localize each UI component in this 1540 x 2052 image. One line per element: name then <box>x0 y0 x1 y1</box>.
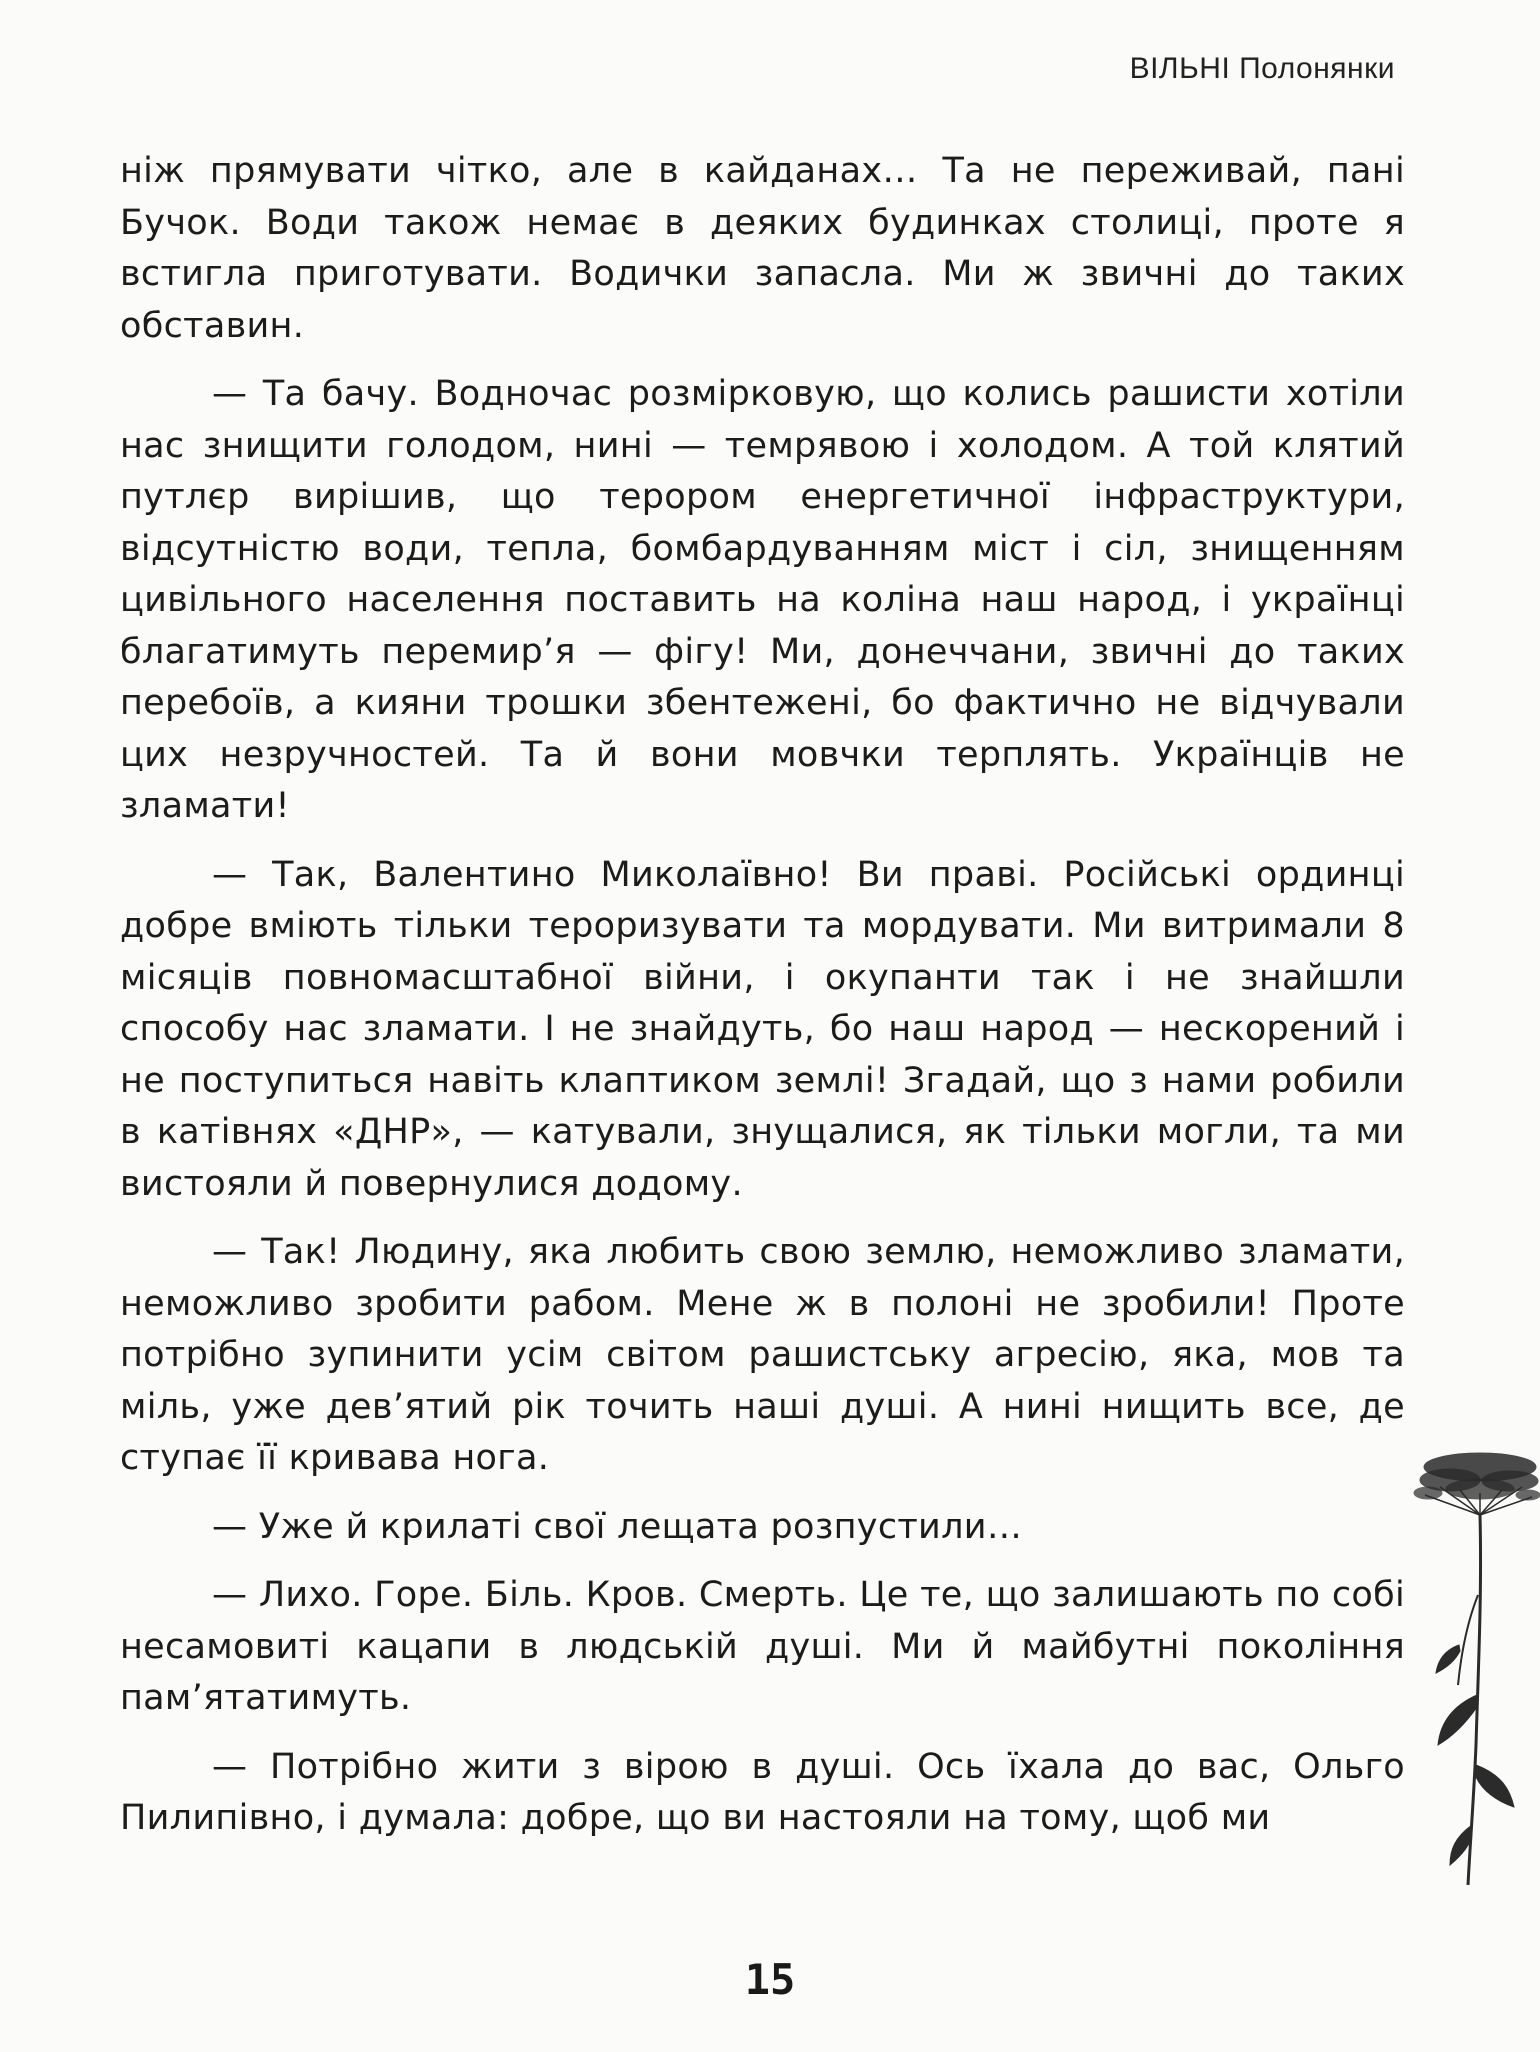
paragraph: — Та бачу. Водночас розмірковую, що колись рашисти хотіли нас знищити голодом, нині — темрявою і холодом. А той клятий путлєр вирішив, що терором енергетичної інфраструктури, відсутністю води, тепла, бомбардуванням міст і сіл, знищенням цивільного населення поставить на коліна наш народ, і українці благатимуть перемир’я — фігу! Ми, донеччани, звичні до таких перебоїв, а кияни трошки збентежені, бо фактично не відчували цих незручностей. Та й вони мовчки терплять. Українців не зламати! <box>120 374 1405 826</box>
paragraph: ніж прямувати чітко, але в кайданах… Та не переживай, пані Бучок. Води також немає в деяких будинках столиці, проте я встигла приготувати. Водички запасла. Ми ж звичні до таких обставин. <box>120 151 1405 346</box>
running-header: ВІЛЬНІ Полонянки <box>1129 52 1395 85</box>
paragraph: — Так! Людину, яка любить свою землю, неможливо зламати, неможливо зробити рабом. Мене ж в полоні не зробили! Проте потрібно зупинити усім світом рашистську агресію, яка, мов та міль, уже дев’ятий рік точить наші душі. А нині нищить все, де ступає її кривава нога. <box>120 1232 1405 1478</box>
page-number: 15 <box>744 1955 796 2004</box>
paragraph: — Лихо. Горе. Біль. Кров. Смерть. Це те, що залишають по собі несамовиті кацапи в людській душі. Ми й майбутні покоління пам’ятатимуть. <box>120 1575 1405 1718</box>
paragraph: — Так, Валентино Миколаївно! Ви праві. Російські ординці добре вміють тільки тероризувати та мордувати. Ми витримали 8 місяців повномасштабної війни, і окупанти так і не знайшли способу нас зламати. І не знайдуть, бо наш народ — нескорений і не поступиться навіть клаптиком землі! Згадай, що з нами робили в катівнях «ДНР», — катували, знущалися, як тільки могли, та ми вистояли й повернулися додому. <box>120 854 1405 1204</box>
paragraph: — Уже й крилаті свої лещата розпустили… <box>212 1506 1023 1547</box>
body-text <box>120 146 1405 1845</box>
paragraph: — Потрібно жити з вірою в душі. Ось їхала до вас, Ольго Пилипівно, і думала: добре, що ви настояли на тому, щоб ми <box>120 1746 1405 1838</box>
plant-illustration-icon <box>1410 1445 1540 1885</box>
